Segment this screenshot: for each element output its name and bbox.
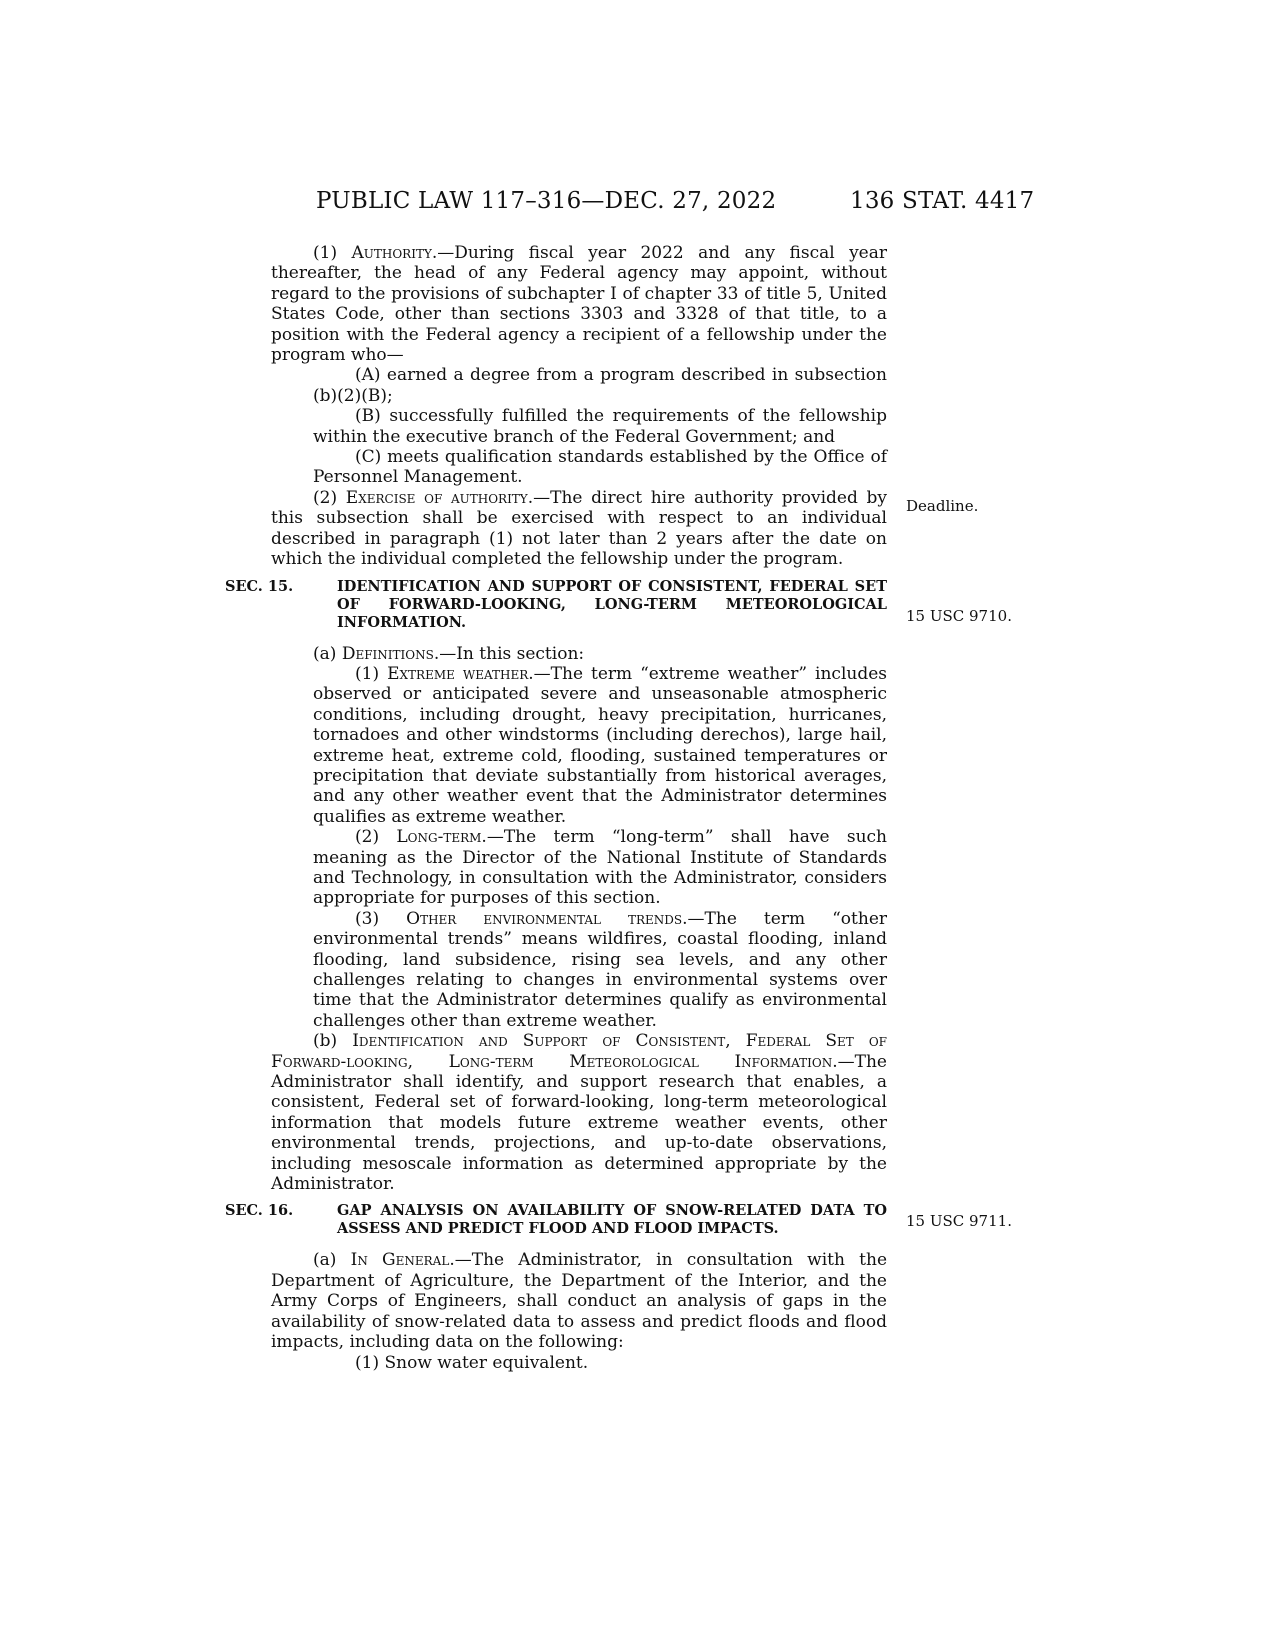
subparagraph-a: (A) earned a degree from a program described in subsection (b)(2)(B); xyxy=(313,365,887,406)
subparagraph-c: (C) meets qualification standards established by the Office of Personnel Management. xyxy=(313,447,887,488)
caption-other-environmental-trends: Other environmental trends xyxy=(406,908,683,929)
caption-definitions: Definitions xyxy=(341,643,434,664)
section-15-heading xyxy=(225,577,887,632)
caption-long-term: Long-term xyxy=(396,827,482,848)
item-1-snow-water-equivalent: (1) Snow water equivalent. xyxy=(355,1352,589,1373)
definition-2-long-term: (2) Long-term.—The term “long-term” shall have such meaning as the Director of the National Institute of Standards and Technology, in consultation with the Administrator, considers appropriate for purposes of this section. xyxy=(313,827,887,909)
page-header xyxy=(0,186,1275,216)
statute-page-reference: 136 STAT. 4417 xyxy=(850,188,1035,214)
running-head: PUBLIC LAW 117–316—DEC. 27, 2022 xyxy=(316,188,777,214)
caption-authority: Authority xyxy=(351,243,432,263)
definition-3-other-environmental-trends: (3) Other environmental trends.—The term “other environmental trends” means wildfires, coastal flooding, inland flooding, land subsidence, rising sea levels, and any other challenges relating to changes in environmental systems over time that the Administrator determines qualify as environmental challenges other than extreme weather. xyxy=(313,908,888,1031)
caption-exercise-of-authority: Exercise of authority xyxy=(345,487,528,508)
subsection-a-definitions: (a) Definitions.—In this section: xyxy=(313,643,585,664)
section-16-heading xyxy=(225,1202,887,1238)
section-16-title: GAP ANALYSIS ON AVAILABILITY OF SNOW-RELATED DATA TO ASSESS AND PREDICT FLOOD AND FLOOD IMPACTS. xyxy=(337,1202,887,1238)
paragraph-2-exercise-of-authority: (2) Exercise of authority.—The direct hire authority provided by this subsection shall be exercised with respect to an individual described in paragraph (1) not later than 2 years after the date on which the individual completed the fellowship under the program. xyxy=(271,487,887,570)
margin-note-deadline: Deadline. xyxy=(906,497,979,515)
margin-note-usc-9711: 15 USC 9711. xyxy=(906,1212,1012,1230)
section-15-number: SEC. 15. xyxy=(225,577,294,595)
subsection-a-in-general: (a) In General.—The Administrator, in consultation with the Department of Agriculture, the Department of the Interior, and the Army Corps of Engineers, shall conduct an analysis of gaps in the availability of snow-related data to assess and predict floods and flood impacts, including data on the following: xyxy=(271,1250,888,1353)
section-16-number: SEC. 16. xyxy=(225,1202,294,1220)
subsection-b-identification: (b) Identification and Support of Consistent, Federal Set of Forward-looking, Long-term Meteorological Information.—The Administrator shall identify, and support research that enables, a consistent, Federal set of forward-looking, long-term meteorological information that models future extreme weather events, other environmental trends, projections, and up-to-date observations, including mesoscale information as determined appropriate by the Administrator. xyxy=(271,1031,887,1195)
body-column xyxy=(225,243,888,1373)
margin-note-usc-9710: 15 USC 9710. xyxy=(906,607,1012,625)
section-15-title: IDENTIFICATION AND SUPPORT OF CONSISTENT, FEDERAL SET OF FORWARD-LOOKING, LONG-TERM METEOROLOGICAL INFORMATION. xyxy=(337,577,887,631)
caption-in-general: In General xyxy=(350,1250,450,1271)
paragraph-1-authority: (1) Authority.—During fiscal year 2022 and any fiscal year thereafter, the head of any Federal agency may appoint, without regard to the provisions of subchapter I of chapter 33 of title 5, United States Code, other than sections 3303 and 3328 of that title, to a position with the Federal agency a recipient of a fellowship under the program who— xyxy=(271,243,887,366)
definition-1-extreme-weather: (1) Extreme weather.—The term “extreme weather” includes observed or anticipated severe and unseasonable atmospheric conditions, including drought, heavy precipitation, hurricanes, tornadoes and other windstorms (including derechos), large hail, extreme heat, extreme cold, flooding, sustained temperatures or precipitation that deviate substantially from historical averages, and any other weather event that the Administrator determines qualifies as extreme weather. xyxy=(313,663,887,827)
caption-extreme-weather: Extreme weather xyxy=(387,663,529,684)
subparagraph-b: (B) successfully fulfilled the requirements of the fellowship within the executive branch of the Federal Government; and xyxy=(313,406,887,447)
caption-identification-and-support: Identification and Support of Consistent, Federal Set of Forward-looking, Long-term Meteorological Information xyxy=(271,1031,887,1072)
